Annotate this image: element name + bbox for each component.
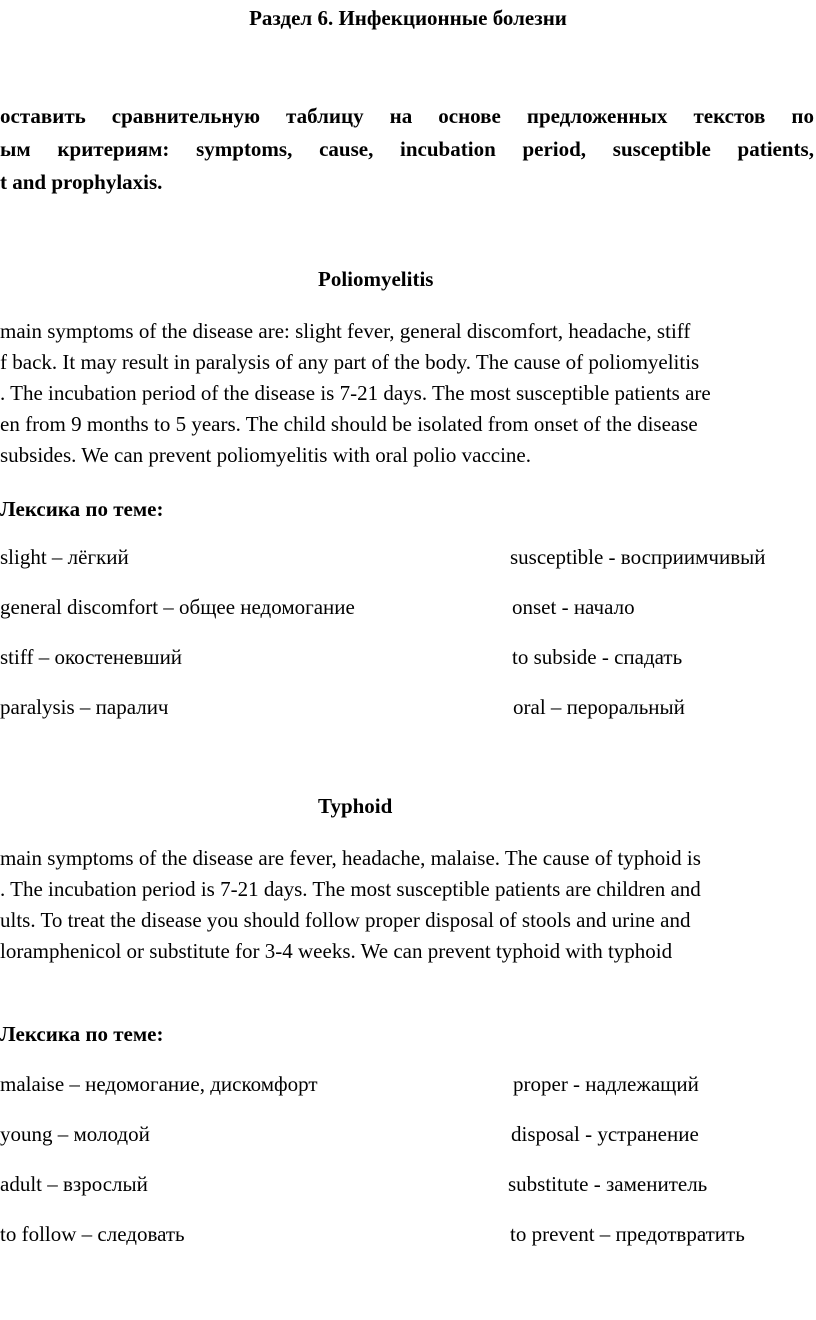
- polio-vocab-right: susceptible - восприимчивый: [510, 545, 766, 569]
- task-word: patients,: [737, 137, 814, 161]
- polio-vocab-right: oral – пероральный: [513, 695, 685, 719]
- typhoid-vocab-left: to follow – следовать: [0, 1222, 185, 1246]
- task-word: symptoms,: [196, 137, 293, 161]
- polio-text-line: . The incubation period of the disease is 7-21 days. The most susceptible patients are: [0, 381, 711, 405]
- polio-vocab-heading: Лексика по теме:: [0, 497, 164, 521]
- typhoid-text-line: . The incubation period is 7-21 days. The most susceptible patients are children and: [0, 877, 701, 901]
- section-title: Раздел 6. Инфекционные болезни: [249, 6, 567, 30]
- task-word: оставить: [0, 104, 86, 128]
- typhoid-vocab-right: substitute - заменитель: [508, 1172, 708, 1196]
- polio-vocab-right: to subside - спадать: [512, 645, 683, 669]
- typhoid-vocab-left: adult – взрослый: [0, 1172, 148, 1196]
- polio-vocab-left: stiff – окостеневший: [0, 645, 183, 669]
- typhoid-vocab-right: to prevent – предотвратить: [510, 1222, 745, 1246]
- task-line-3: t and prophylaxis.: [0, 170, 163, 194]
- typhoid-text-line: ults. To treat the disease you should follow proper disposal of stools and urine and: [0, 908, 691, 932]
- task-word: сравнительную: [111, 104, 261, 128]
- typhoid-vocab-heading: Лексика по теме:: [0, 1022, 164, 1046]
- task-word: основе: [438, 104, 501, 128]
- typhoid-title: Typhoid: [318, 794, 393, 818]
- task-word: по: [791, 104, 814, 128]
- polio-vocab-left: general discomfort – общее недомогание: [0, 595, 355, 619]
- task-word: предложенных: [526, 104, 668, 128]
- task-word: на: [389, 104, 413, 128]
- polio-text-line: en from 9 months to 5 years. The child should be isolated from onset of the disease: [0, 412, 698, 436]
- task-word: таблицу: [286, 104, 364, 128]
- task-line-1: [0, 102, 814, 130]
- task-word: cause,: [319, 137, 374, 161]
- typhoid-text-line: loramphenicol or substitute for 3-4 weeks. We can prevent typhoid with typhoid: [0, 939, 673, 963]
- typhoid-vocab-left: young – молодой: [0, 1122, 150, 1146]
- polio-text-line: f back. It may result in paralysis of any part of the body. The cause of poliomyelitis: [0, 350, 700, 374]
- polio-vocab-right: onset - начало: [512, 595, 635, 619]
- task-word: критериям:: [57, 137, 170, 161]
- task-word: текстов: [693, 104, 766, 128]
- task-word: susceptible: [612, 137, 711, 161]
- typhoid-vocab-right: proper - надлежащий: [513, 1072, 699, 1096]
- polio-vocab-left: paralysis – паралич: [0, 695, 169, 719]
- typhoid-vocab-left: malaise – недомогание, дискомфорт: [0, 1072, 318, 1096]
- polio-text-line: main symptoms of the disease are: slight fever, general discomfort, headache, stiff: [0, 319, 691, 343]
- task-word: incubation: [400, 137, 496, 161]
- task-line-2: [0, 135, 814, 163]
- polio-text-line: subsides. We can prevent poliomyelitis with oral polio vaccine.: [0, 443, 531, 467]
- polio-vocab-left: slight – лёгкий: [0, 545, 129, 569]
- polio-title: Poliomyelitis: [318, 267, 434, 291]
- task-word: period,: [522, 137, 587, 161]
- typhoid-vocab-right: disposal - устранение: [511, 1122, 699, 1146]
- task-word: ым: [0, 137, 31, 161]
- typhoid-text-line: main symptoms of the disease are fever, headache, malaise. The cause of typhoid is: [0, 846, 701, 870]
